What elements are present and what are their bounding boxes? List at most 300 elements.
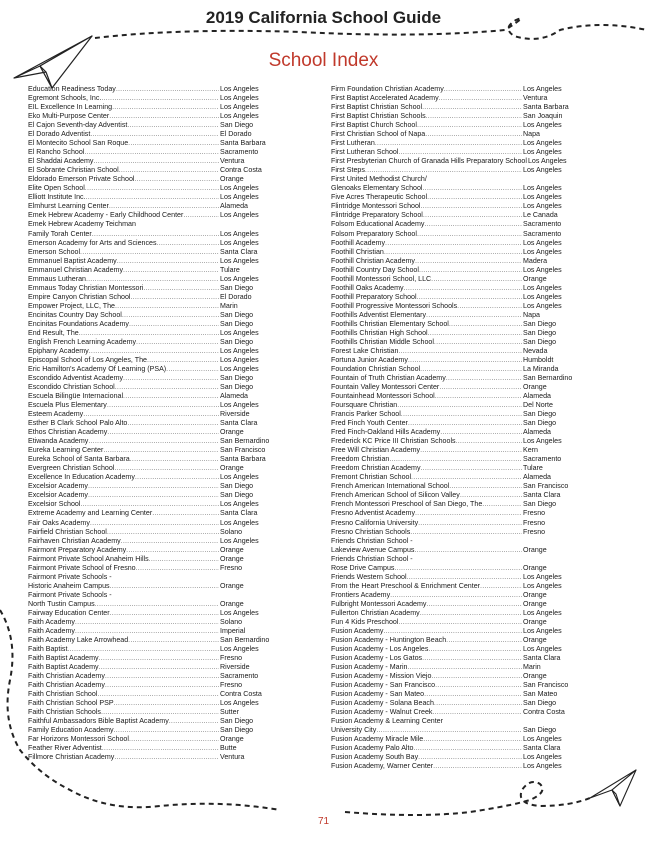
school-location: Los Angeles [220, 85, 259, 93]
index-entry [331, 230, 593, 239]
school-name: Rose Drive Campus [331, 563, 395, 572]
index-entry [28, 103, 290, 112]
dot-leader [149, 555, 219, 564]
school-name: Foothill Christian [331, 247, 384, 256]
dot-leader [415, 509, 522, 518]
school-location: Nevada [523, 346, 548, 355]
index-entry [28, 627, 290, 636]
school-name: Fusion Academy - Solana Beach [331, 699, 434, 708]
index-entry [331, 266, 593, 275]
dot-leader [84, 148, 219, 157]
dot-leader [375, 139, 522, 148]
school-name: Fairhaven Christian Academy [28, 536, 121, 545]
school-name: Fusion Academy - San Francisco [331, 681, 436, 690]
dot-leader [99, 654, 219, 663]
index-entry [28, 654, 290, 663]
dot-leader [421, 202, 523, 211]
school-name: Far Horizons Montessori School [28, 735, 129, 744]
school-name: Fairmont Private School of Fresno [28, 563, 136, 572]
school-name: Empire Canyon Christian School [28, 292, 131, 301]
dot-leader [67, 645, 219, 654]
school-location: Le Canada [523, 211, 558, 220]
school-name: Fairmont Private Schools - [28, 590, 112, 599]
school-name: Friends Christian School - [331, 536, 413, 545]
school-name: First United Methodist Church/ [331, 175, 427, 184]
school-name: Glenoaks Elementary School [331, 184, 423, 193]
school-name: Fresno California University [331, 518, 419, 527]
school-name: Fairmont Preparatory Academy [28, 545, 127, 554]
index-entry [28, 708, 290, 717]
school-name: Foothill Preparatory School [331, 292, 417, 301]
index-entry [331, 546, 593, 555]
school-location: Los Angeles [523, 301, 562, 310]
school-location: Tulare [523, 464, 543, 473]
dot-leader [423, 211, 522, 220]
school-location: Los Angeles [523, 148, 562, 157]
school-name: El Shaddai Academy [28, 157, 94, 166]
school-location: Orange [523, 563, 547, 572]
school-location: Santa Clara [523, 491, 561, 500]
dot-leader [109, 112, 219, 121]
school-name: Fairmont Private Schools - [28, 572, 112, 581]
dot-leader [408, 419, 522, 428]
index-entry [28, 211, 290, 220]
dot-leader [80, 500, 219, 509]
index-entry [331, 582, 593, 591]
dot-leader [92, 230, 219, 239]
index-entry [331, 239, 593, 248]
dot-leader [449, 320, 522, 329]
dot-leader [446, 374, 522, 383]
school-name: First Lutheran School [331, 148, 399, 157]
school-name: Fullerton Christian Academy [331, 608, 420, 617]
dot-leader [101, 94, 219, 103]
index-entry [28, 491, 290, 500]
index-entry [28, 573, 290, 582]
school-name: Foothills Christian High School [331, 328, 428, 337]
school-location: San Joaquin [523, 112, 563, 121]
dot-leader [422, 184, 522, 193]
dot-leader [439, 383, 522, 392]
school-location: Los Angeles [220, 184, 259, 193]
dot-leader [123, 374, 219, 383]
school-location: Tulare [220, 265, 240, 274]
school-location: Orange [220, 545, 244, 554]
school-name: Foothill Progressive Montessori Schools [331, 301, 458, 310]
dot-leader [417, 293, 522, 302]
dot-leader [109, 202, 219, 211]
school-name: Family Torah Center [28, 229, 92, 238]
index-entry [28, 428, 290, 437]
index-entry [28, 148, 290, 157]
school-name: Fusion Academy - Mission Viejo [331, 672, 432, 681]
school-name: Folsom Educational Academy [331, 220, 425, 229]
school-name: Free Will Christian Academy [331, 446, 421, 455]
dot-leader [446, 636, 522, 645]
index-entry [331, 455, 593, 464]
dot-leader [115, 302, 219, 311]
page-number: 71 [317, 816, 330, 827]
dot-leader [376, 726, 522, 735]
index-entry [331, 537, 593, 546]
school-name: Fairfield Christian School [28, 527, 107, 536]
index-entry [28, 293, 290, 302]
school-location: San Diego [220, 121, 254, 130]
school-location: Santa Clara [220, 419, 258, 428]
index-entry [28, 618, 290, 627]
index-entry [331, 157, 593, 166]
index-entry [331, 708, 593, 717]
school-name: Escondido Adventist Academy [28, 374, 124, 382]
school-name: Fountain Valley Montessori Center [331, 383, 440, 392]
school-location: San Diego [523, 328, 557, 337]
index-entry [28, 528, 290, 537]
school-location: Los Angeles [220, 211, 259, 220]
dot-leader [107, 428, 219, 437]
index-entry [28, 735, 290, 744]
index-entry [28, 663, 290, 672]
dot-leader [428, 329, 522, 338]
school-location: Los Angeles [220, 699, 259, 708]
school-location: San Diego [220, 319, 254, 328]
school-location: Santa Clara [220, 247, 258, 256]
school-name: French Montessori Preschool of San Diego, The [331, 500, 483, 509]
school-location: Marin [523, 663, 541, 671]
dot-leader [433, 762, 522, 771]
index-entry [331, 293, 593, 302]
school-location: Sutter [220, 708, 239, 717]
index-entry [28, 85, 290, 94]
index-entry [331, 762, 593, 771]
school-location: Los Angeles [523, 247, 562, 256]
school-location: Orange [523, 274, 547, 283]
dot-leader [431, 275, 522, 284]
school-name: End Result, The [28, 328, 79, 337]
index-entry [28, 600, 290, 609]
index-entry [331, 491, 593, 500]
index-entry [28, 347, 290, 356]
paper-airplane-icon [590, 770, 636, 806]
dot-leader [166, 365, 219, 374]
school-name: Family Education Academy [28, 726, 114, 735]
school-name: First Presbyterian Church of Granada Hills Preparatory School [331, 157, 527, 166]
school-name: Faith Christian School PSP [28, 699, 114, 708]
dot-leader [434, 338, 522, 347]
dot-leader [383, 627, 522, 636]
index-entry [28, 302, 290, 311]
index-entry [331, 410, 593, 419]
dot-leader [112, 103, 219, 112]
school-location: Sacramento [220, 148, 259, 157]
school-location: Santa Barbara [523, 103, 569, 112]
school-name: Emmaus Lutheran [28, 274, 86, 283]
school-name: Foothill Montessori School, LLC [331, 274, 432, 283]
school-name: Episcopal School of Los Angeles, The [28, 355, 147, 364]
school-name: Excelsior Academy [28, 491, 88, 500]
dot-leader [420, 609, 522, 618]
dot-leader [99, 663, 219, 672]
school-name: Extreme Academy and Learning Center [28, 509, 153, 518]
index-entry [331, 311, 593, 320]
school-name: Eko Multi-Purpose Center [28, 112, 110, 121]
index-entry [28, 564, 290, 573]
school-name: Epiphany Academy [28, 346, 89, 355]
dot-leader [136, 564, 219, 573]
index-entry [28, 437, 290, 446]
index-entry [331, 672, 593, 681]
school-location: El Dorado [220, 130, 252, 139]
dot-leader [439, 94, 522, 103]
school-location: Los Angeles [523, 762, 562, 771]
index-entry [331, 419, 593, 428]
index-entry [331, 121, 593, 130]
index-entry [331, 446, 593, 455]
index-column-right [331, 85, 593, 771]
index-entry [331, 618, 593, 627]
dot-leader [88, 482, 219, 491]
school-name: El Montecito School San Roque [28, 139, 129, 148]
school-name: Education Readiness Today [28, 85, 116, 93]
index-entry [331, 130, 593, 139]
school-location: Ventura [523, 94, 548, 103]
dot-leader [411, 473, 522, 482]
dot-leader [398, 148, 522, 157]
index-entry [28, 139, 290, 148]
index-entry [28, 753, 290, 762]
school-location: Del Norte [523, 401, 553, 410]
dot-leader [143, 284, 219, 293]
school-location: Orange [523, 617, 547, 626]
index-entry [28, 112, 290, 121]
school-name: Encinitas Foundations Academy [28, 319, 129, 328]
dashed-flight-path [345, 782, 590, 815]
index-entry [28, 220, 290, 229]
dot-leader [415, 257, 522, 266]
school-location: Los Angeles [220, 346, 259, 355]
dot-leader [86, 193, 219, 202]
school-name: Feather River Adventist [28, 744, 102, 753]
school-location: Los Angeles [220, 473, 259, 482]
index-entry [28, 446, 290, 455]
dot-leader [385, 239, 522, 248]
school-name: Elliott Institute Inc. [28, 193, 86, 202]
school-name: Encinitas Country Day School [28, 310, 122, 319]
school-location: Los Angeles [523, 193, 562, 202]
dot-leader [135, 473, 219, 482]
school-location: Marin [220, 301, 238, 310]
school-name: Fremont Christian School [331, 473, 412, 482]
school-location: San Diego [220, 491, 254, 500]
school-name: Fresno Adventist Academy [331, 509, 415, 518]
school-name: Fusion Academy & Learning Center [331, 717, 443, 726]
dot-leader [384, 248, 522, 257]
index-entry [331, 509, 593, 518]
dot-leader [424, 220, 522, 229]
dot-leader [107, 401, 219, 410]
school-name: Faith Baptist Academy [28, 653, 99, 662]
school-name: Foothill Country Day School [331, 265, 419, 274]
index-entry [331, 437, 593, 446]
school-location: Contra Costa [523, 708, 565, 717]
index-entry [331, 302, 593, 311]
school-location: San Diego [220, 482, 254, 491]
school-location: Orange [523, 599, 547, 608]
school-name: Faith Baptist [28, 644, 68, 653]
dot-leader [414, 546, 522, 555]
index-entry [331, 356, 593, 365]
school-name: Fresno Christian Schools [331, 527, 411, 536]
dot-leader [101, 708, 219, 717]
school-location: Los Angeles [523, 608, 562, 617]
school-location: Ventura [220, 157, 245, 166]
index-entry [28, 690, 290, 699]
dot-leader [129, 735, 219, 744]
school-location: Fresno [220, 653, 243, 662]
school-name: Eureka School of Santa Barbara [28, 455, 130, 464]
school-name: Ethos Christian Academy [28, 428, 108, 437]
school-location: San Bernardino [220, 437, 270, 446]
dot-leader [423, 735, 522, 744]
school-location: Los Angeles [220, 518, 259, 527]
dot-leader [97, 690, 219, 699]
index-entry [28, 699, 290, 708]
school-location: San Mateo [523, 690, 558, 699]
index-entry [331, 166, 593, 175]
school-location: Los Angeles [220, 103, 259, 112]
index-entry [28, 383, 290, 392]
school-name: Fusion Academy, Warner Center [331, 762, 434, 771]
school-name: Escondido Christian School [28, 383, 115, 392]
school-location: Riverside [220, 410, 250, 419]
dot-leader [80, 248, 219, 257]
school-location: Los Angeles [523, 238, 562, 247]
school-name: Foursquare Christian [331, 401, 398, 410]
school-location: Orange [523, 545, 547, 554]
index-entry [331, 365, 593, 374]
school-location: Orange [220, 464, 244, 473]
school-name: Eureka Learning Center [28, 446, 104, 455]
school-location: Alameda [220, 392, 248, 401]
school-name: French American International School [331, 482, 450, 491]
index-entry [331, 428, 593, 437]
school-location: Sacramento [523, 455, 562, 464]
index-entry [28, 202, 290, 211]
school-name: Foothills Christian Middle School [331, 337, 434, 346]
school-location: Los Angeles [523, 166, 562, 175]
school-location: Sacramento [523, 229, 562, 238]
dot-leader [432, 708, 522, 717]
dot-leader [128, 636, 219, 645]
index-entry [331, 573, 593, 582]
index-entry [331, 184, 593, 193]
index-entry [28, 365, 290, 374]
school-name: Fusion Academy - Marin [331, 663, 408, 671]
school-location: Kern [523, 446, 538, 455]
school-name: Foothill Oaks Academy [331, 283, 404, 292]
school-name: Faith Academy Lake Arrowhead [28, 635, 129, 644]
dot-leader [449, 482, 522, 491]
school-name: Fusion Academy South Bay [331, 753, 419, 762]
index-entry [331, 681, 593, 690]
dot-leader [404, 284, 522, 293]
index-entry [28, 121, 290, 130]
school-location: Los Angeles [220, 364, 259, 373]
index-entry [331, 663, 593, 672]
school-name: Fusion Academy - Los Angeles [331, 644, 429, 653]
index-entry [28, 482, 290, 491]
index-entry [331, 735, 593, 744]
school-location: Los Angeles [220, 401, 259, 410]
index-entry [28, 645, 290, 654]
dot-leader [110, 582, 219, 591]
school-location: Solano [220, 527, 243, 536]
dot-leader [75, 618, 219, 627]
school-location: San Francisco [220, 446, 266, 455]
school-location: Orange [523, 635, 547, 644]
index-entry [28, 392, 290, 401]
index-entry [28, 681, 290, 690]
dot-leader [107, 528, 219, 537]
dot-leader [117, 257, 219, 266]
index-entry [331, 275, 593, 284]
school-name: Lakeview Avenue Campus [331, 545, 415, 554]
school-location: Alameda [523, 473, 551, 482]
index-entry [28, 311, 290, 320]
school-location: Los Angeles [220, 608, 259, 617]
index-entry [331, 329, 593, 338]
index-entry [28, 275, 290, 284]
dot-leader [95, 600, 219, 609]
school-name: Historic Anaheim Campus [28, 581, 110, 590]
school-name: Foundation Christian School [331, 364, 421, 373]
school-location: Los Angeles [220, 256, 259, 265]
dot-leader [428, 645, 522, 654]
school-location: Orange [220, 554, 244, 563]
dot-leader [122, 311, 219, 320]
dot-leader [365, 166, 522, 175]
school-name: Excelsior School [28, 500, 81, 509]
index-entry [331, 338, 593, 347]
school-location: Sacramento [220, 672, 259, 681]
school-name: Fountainhead Montessori School [331, 392, 435, 401]
school-location: San Diego [523, 500, 557, 509]
school-location: Madera [523, 256, 548, 265]
school-location: Fresno [523, 509, 546, 518]
dot-leader [119, 166, 219, 175]
school-location: Contra Costa [220, 166, 262, 175]
index-entry [28, 500, 290, 509]
index-entry [331, 94, 593, 103]
dot-leader [421, 464, 523, 473]
dot-leader [398, 618, 522, 627]
index-entry [28, 582, 290, 591]
school-name: Faith Christian School [28, 690, 98, 699]
dot-leader [93, 157, 219, 166]
dot-leader [127, 121, 219, 130]
school-name: Frontiers Academy [331, 590, 391, 599]
school-location: Los Angeles [527, 157, 567, 166]
school-location: San Francisco [523, 681, 569, 690]
school-name: El Dorado Adventist [28, 130, 91, 139]
index-entry [28, 329, 290, 338]
index-entry [28, 672, 290, 681]
school-name: Esther B Clark School Palo Alto [28, 419, 128, 428]
index-entry [28, 401, 290, 410]
school-location: Ventura [220, 753, 245, 762]
school-location: Los Angeles [220, 193, 259, 202]
index-entry [331, 85, 593, 94]
index-entry [28, 509, 290, 518]
